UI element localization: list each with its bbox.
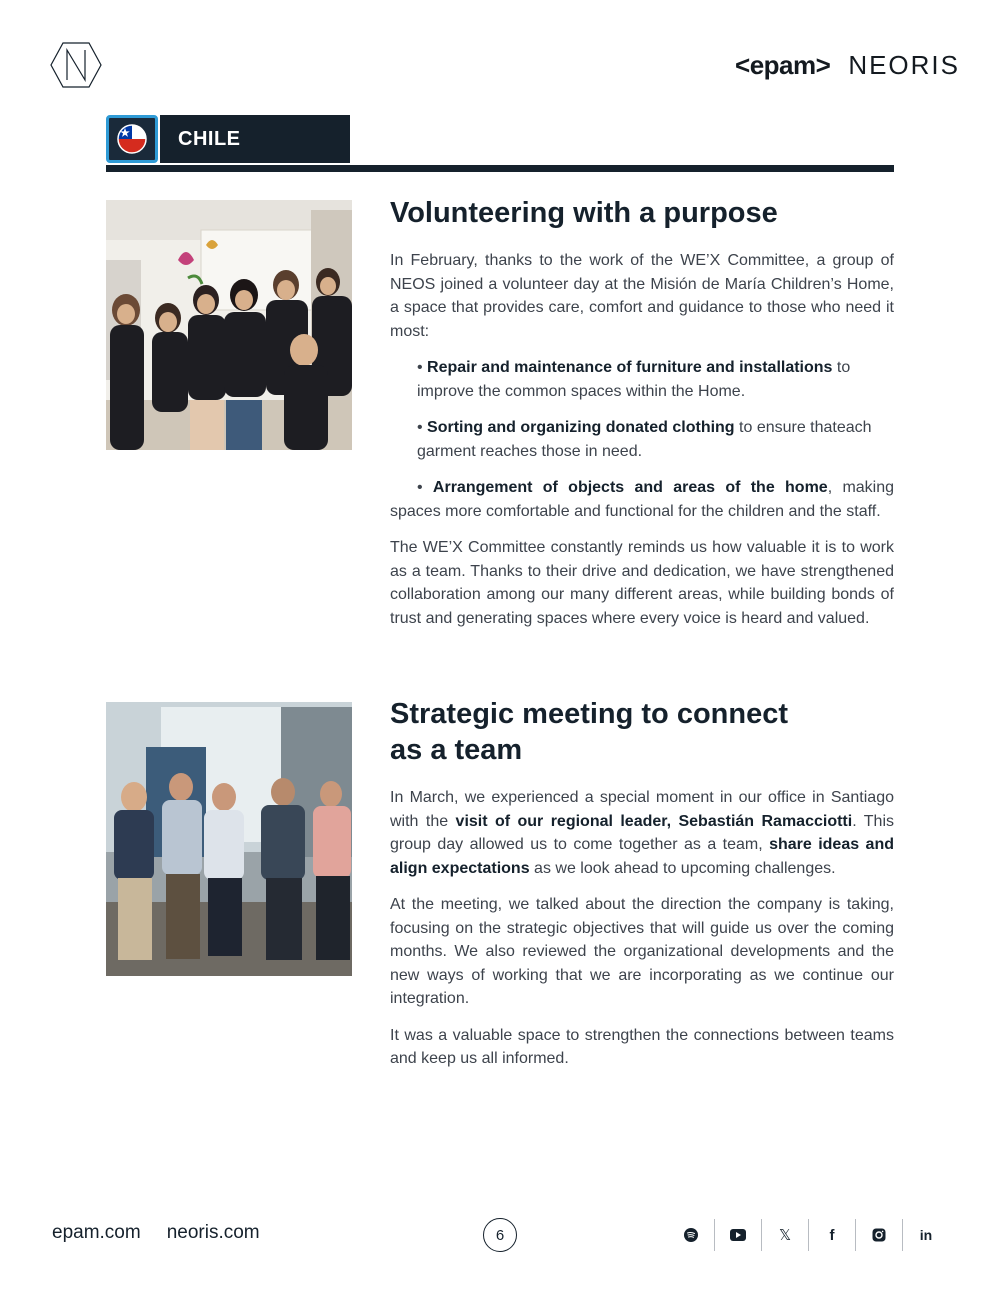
country-tag <box>106 115 350 163</box>
neoris-link[interactable]: neoris.com <box>166 1222 260 1243</box>
social-links <box>668 1219 949 1251</box>
bullet-text: to improve the common spaces within the Home. <box>417 359 851 400</box>
facebook-glyph: f <box>829 1226 835 1244</box>
team-meeting-photo <box>106 702 352 976</box>
article-closing: The WE’X Committee constantly reminds us how valuable it is to work as a team. Thanks to their drive and dedication, we have strengthened collaboration among our many different areas, while building bonds of trust and generating spaces where every voice is heard and valued. <box>390 539 894 627</box>
bullet-bold: Repair and maintenance of furniture and installations <box>427 359 833 376</box>
instagram-icon[interactable] <box>856 1219 902 1251</box>
epam-link[interactable]: epam.com <box>52 1222 141 1243</box>
bullet-item: • Repair and maintenance of furniture and installations to improve the common spaces within the Home. <box>417 359 851 400</box>
neoris-logo: NEORIS <box>848 50 960 80</box>
epam-logo: <epam> <box>735 50 831 80</box>
bullet-text: , making spaces more comfortable and functional for the children and the staff. <box>390 479 895 520</box>
article-paragraph <box>390 786 894 880</box>
x-icon[interactable] <box>762 1219 808 1251</box>
text-run: In March, we experienced a special moment in our office in Santiago with the <box>390 789 894 830</box>
country-name: CHILE <box>160 115 350 163</box>
article-paragraph: It was a valuable space to strengthen the connections between teams and keep us all informed. <box>390 1026 894 1067</box>
page-number: 6 <box>483 1218 517 1252</box>
bullet-item: • Sorting and organizing donated clothing to ensure thateach garment reaches those in need. <box>417 419 872 460</box>
x-glyph: 𝕏 <box>778 1226 792 1244</box>
bullet-item: • Arrangement of objects and areas of the home, making spaces more comfortable and functional for the children and the staff. <box>390 479 895 520</box>
article-volunteering <box>390 195 894 643</box>
linkedin-glyph: in <box>919 1227 933 1243</box>
neos-n-logo-icon <box>50 42 102 88</box>
linkedin-icon[interactable] <box>903 1219 949 1251</box>
section-rule <box>106 165 894 172</box>
brand-logos <box>735 50 960 81</box>
bullet-bold: Arrangement of objects and areas of the home <box>432 479 828 496</box>
article-title <box>390 696 894 768</box>
article-intro: In February, thanks to the work of the WE’X Committee, a group of NEOS joined a volunteer day at the Misión de María Children’s Home, a space that provides care, comfort and guidance to those who need it most: <box>390 252 894 340</box>
chile-flag-icon <box>116 123 148 155</box>
bullet-text: to ensure thateach garment reaches those in need. <box>417 419 872 460</box>
facebook-icon[interactable] <box>809 1219 855 1251</box>
text-run: . This group day allowed us to come together as a team, <box>390 812 895 853</box>
bold-run: share ideas and align expectations <box>390 836 894 877</box>
article-paragraph: At the meeting, we talked about the direction the company is taking, focusing on the strategic objectives that will guide us over the coming months. We also reviewed the organizational developments and the new ways of working that we are incorporating as we continue our integration. <box>390 896 894 1007</box>
footer-links <box>52 1222 260 1244</box>
title-line-1: Strategic meeting to connect <box>390 698 789 730</box>
title-line-2: as a team <box>390 734 523 766</box>
bold-run: visit of our regional leader, Sebastián Ramacciotti <box>455 812 853 830</box>
flag-box <box>106 115 158 163</box>
text-run: as we look ahead to upcoming challenges. <box>529 859 836 877</box>
bullet-bold: Sorting and organizing donated clothing <box>427 419 735 436</box>
youtube-icon[interactable] <box>715 1219 761 1251</box>
volunteer-group-photo <box>106 200 352 450</box>
spotify-icon[interactable] <box>668 1219 714 1251</box>
article-title: Volunteering with a purpose <box>390 197 778 229</box>
article-strategic-meeting <box>390 696 894 1084</box>
